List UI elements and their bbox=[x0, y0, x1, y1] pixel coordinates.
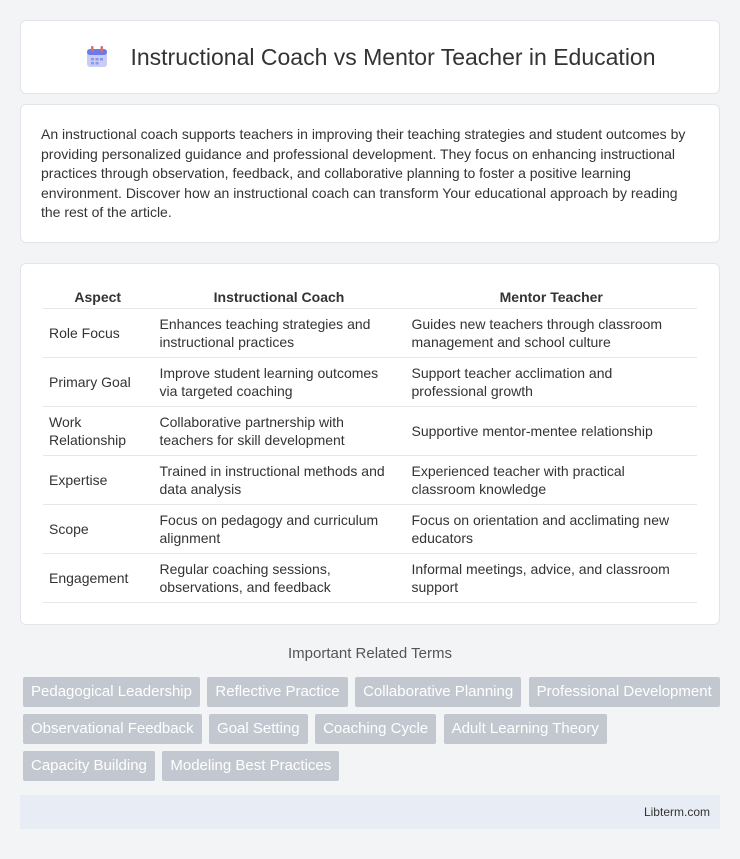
cell-coach: Enhances teaching strategies and instructional practices bbox=[153, 308, 405, 357]
cell-mentor: Informal meetings, advice, and classroom support bbox=[405, 553, 697, 602]
comparison-card bbox=[20, 263, 720, 625]
tag-observational-feedback[interactable]: Observational Feedback bbox=[23, 714, 202, 744]
cell-aspect: Expertise bbox=[43, 455, 153, 504]
tag-collaborative-planning[interactable]: Collaborative Planning bbox=[355, 677, 521, 707]
tag-professional-development[interactable]: Professional Development bbox=[529, 677, 720, 707]
related-terms-title: Important Related Terms bbox=[288, 645, 452, 662]
footer-site-link[interactable]: Libterm.com bbox=[643, 805, 710, 819]
tag-pedagogical-leadership[interactable]: Pedagogical Leadership bbox=[23, 677, 200, 707]
table-row bbox=[43, 553, 697, 602]
cell-aspect: Scope bbox=[43, 504, 153, 553]
table-row bbox=[43, 504, 697, 553]
header-mentor-teacher: Mentor Teacher bbox=[405, 286, 697, 308]
cell-coach: Trained in instructional methods and data analysis bbox=[153, 455, 405, 504]
header-aspect: Aspect bbox=[43, 286, 153, 308]
page-title: Instructional Coach vs Mentor Teacher in Education bbox=[130, 43, 656, 70]
tag-modeling-best-practices[interactable]: Modeling Best Practices bbox=[162, 751, 339, 781]
cell-aspect: Engagement bbox=[43, 553, 153, 602]
cell-mentor: Support teacher acclimation and professional growth bbox=[405, 357, 697, 406]
header-instructional-coach: Instructional Coach bbox=[153, 286, 405, 308]
cell-coach: Collaborative partnership with teachers for skill development bbox=[153, 406, 405, 455]
calendar-icon bbox=[84, 44, 110, 70]
tag-reflective-practice[interactable]: Reflective Practice bbox=[207, 677, 347, 707]
cell-coach: Regular coaching sessions, observations, and feedback bbox=[153, 553, 405, 602]
table-row bbox=[43, 308, 697, 357]
tag-adult-learning-theory[interactable]: Adult Learning Theory bbox=[444, 714, 607, 744]
cell-mentor: Supportive mentor-mentee relationship bbox=[405, 406, 697, 455]
table-row bbox=[43, 455, 697, 504]
cell-mentor: Guides new teachers through classroom management and school culture bbox=[405, 308, 697, 357]
cell-mentor: Experienced teacher with practical classroom knowledge bbox=[405, 455, 697, 504]
cell-coach: Focus on pedagogy and curriculum alignment bbox=[153, 504, 405, 553]
cell-aspect: Primary Goal bbox=[43, 357, 153, 406]
table-row bbox=[43, 357, 697, 406]
cell-aspect: Work Relationship bbox=[43, 406, 153, 455]
table-header-row bbox=[43, 286, 697, 308]
tag-capacity-building[interactable]: Capacity Building bbox=[23, 751, 155, 781]
intro-card bbox=[20, 104, 720, 243]
table-row bbox=[43, 406, 697, 455]
related-terms-list bbox=[23, 677, 723, 788]
cell-coach: Improve student learning outcomes via targeted coaching bbox=[153, 357, 405, 406]
cell-mentor: Focus on orientation and acclimating new educators bbox=[405, 504, 697, 553]
cell-aspect: Role Focus bbox=[43, 308, 153, 357]
tag-goal-setting[interactable]: Goal Setting bbox=[209, 714, 308, 744]
title-card bbox=[20, 20, 720, 94]
tag-coaching-cycle[interactable]: Coaching Cycle bbox=[315, 714, 436, 744]
comparison-table bbox=[43, 286, 697, 603]
footer bbox=[20, 795, 720, 829]
intro-text: An instructional coach supports teachers in improving their teaching strategies and student outcomes by providing personalized guidance and professional development. They focus on enhancing instructional practices through observation, feedback, and collaborative planning to foster a positive learning environment. Discover how an instructional coach can transform Your educational approach by reading the rest of the article. bbox=[41, 126, 686, 220]
